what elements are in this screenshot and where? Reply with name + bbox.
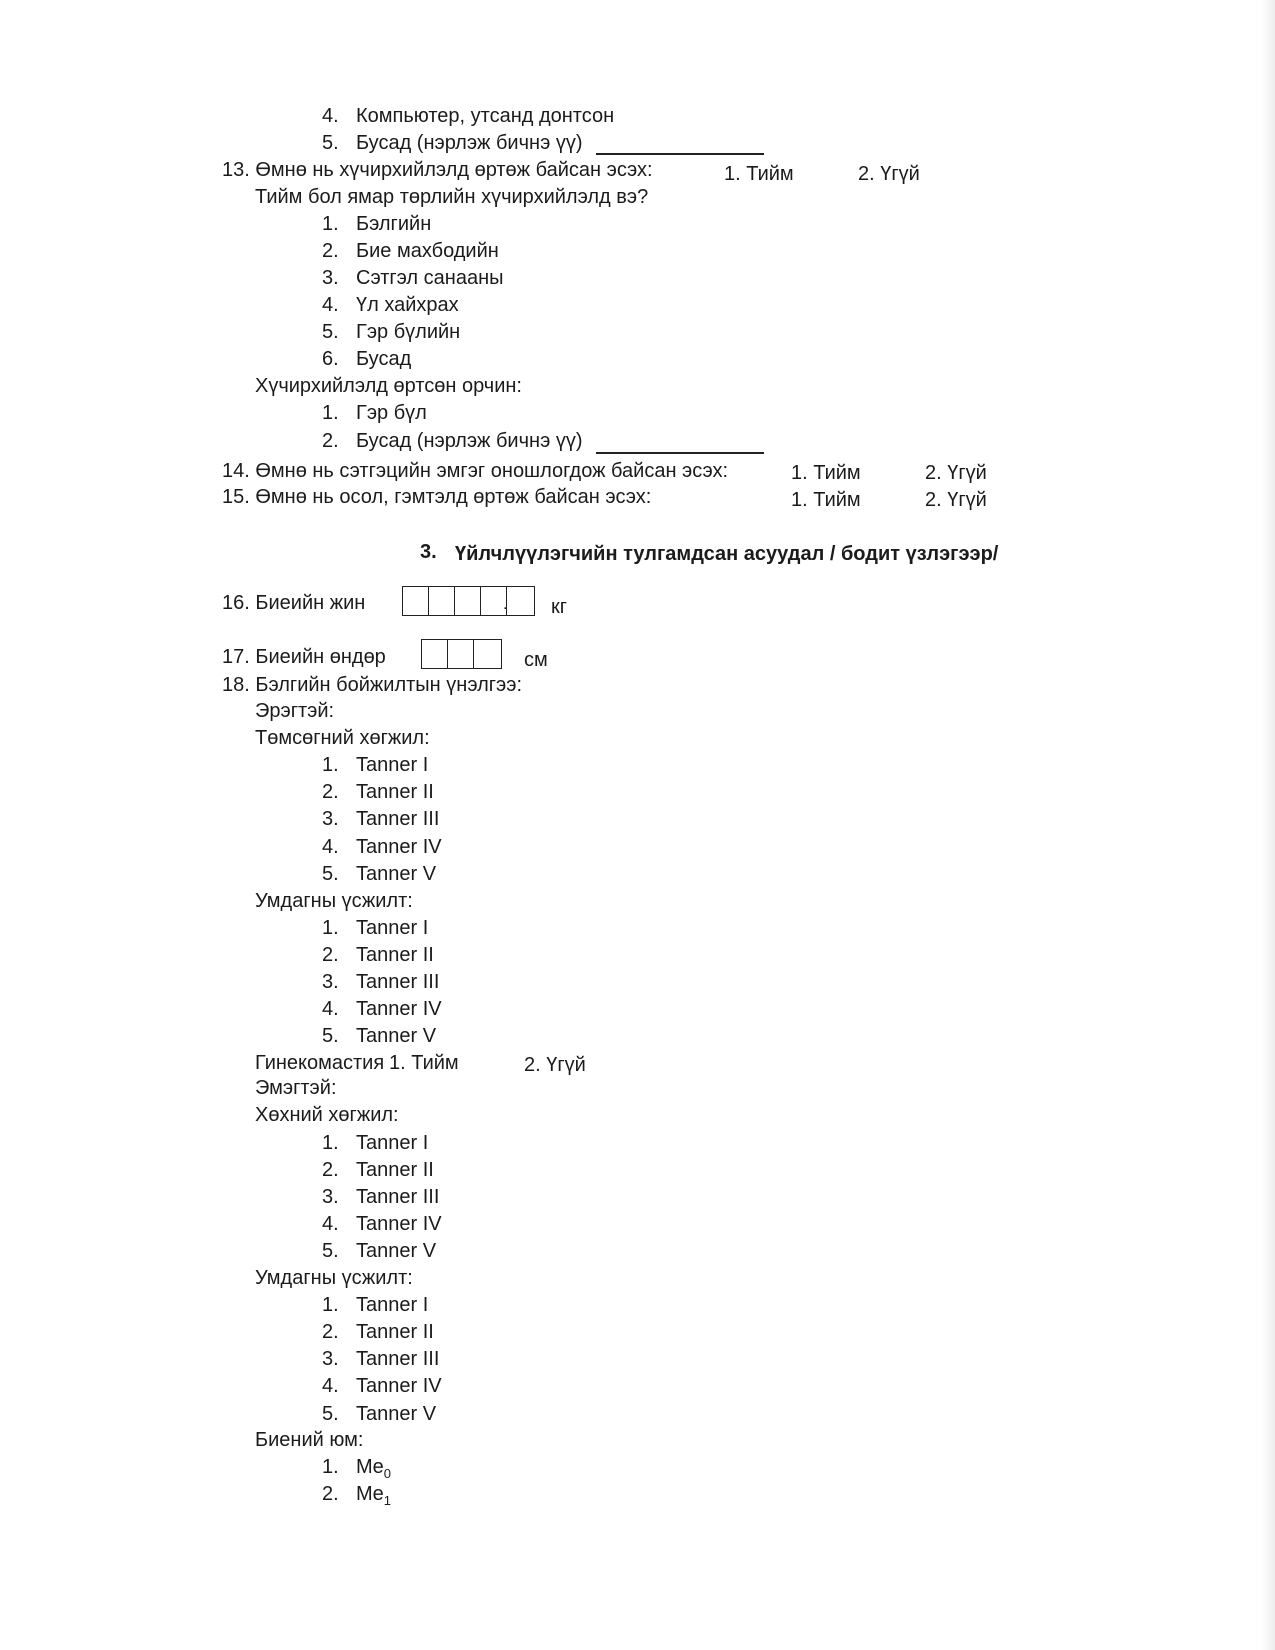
list-item[interactable]: Tanner IV	[356, 1213, 442, 1235]
list-number: 5.	[322, 1240, 339, 1262]
list-number: 1.	[322, 1456, 339, 1478]
weight-unit: кг	[551, 596, 568, 618]
gynecomastia-label: Гинекомастия	[255, 1052, 385, 1074]
list-item[interactable]: Tanner I	[356, 1132, 429, 1154]
section-title: Үйлчлүүлэгчийн тулгамдсан асуудал / бодит үзлэгээр/	[455, 543, 999, 565]
list-item[interactable]: Tanner I	[356, 754, 429, 776]
section-number: 3.	[420, 541, 437, 563]
list-item[interactable]: Tanner IV	[356, 998, 442, 1020]
menses-subscript: 1	[383, 1493, 392, 1508]
list-number: 1.	[322, 754, 339, 776]
list-item[interactable]: Tanner III	[356, 1186, 440, 1208]
digit-cell[interactable]	[448, 640, 474, 668]
list-number: 5.	[322, 1025, 339, 1047]
question-13: 13. Өмнө нь хүчирхийлэлд өртөж байсан эсэх:	[222, 159, 653, 181]
list-item[interactable]: Tanner I	[356, 1294, 429, 1316]
list-number: 3.	[322, 1348, 339, 1370]
list-number: 3.	[322, 808, 339, 830]
list-number: 5.	[322, 321, 339, 343]
q14-yes-option[interactable]: 1. Тийм	[791, 462, 861, 484]
weight-input-boxes[interactable]	[402, 586, 535, 616]
list-number: 4.	[322, 1375, 339, 1397]
digit-cell[interactable]	[422, 640, 448, 668]
male-pubic-label: Умдагны үсжилт:	[255, 890, 413, 912]
q13-yes-option[interactable]: 1. Тийм	[724, 163, 794, 185]
list-number: 4.	[322, 105, 339, 127]
question-18: 18. Бэлгийн бойжилтын үнэлгээ:	[222, 674, 523, 696]
female-label: Эмэгтэй:	[255, 1077, 337, 1099]
gynecomastia-no-option[interactable]: 2. Үгүй	[524, 1054, 586, 1076]
list-item[interactable]: Tanner I	[356, 917, 429, 939]
list-item[interactable]: Tanner II	[356, 1159, 434, 1181]
menses-base: Me	[356, 1456, 384, 1478]
list-item[interactable]: Tanner III	[356, 1348, 440, 1370]
height-unit: см	[524, 649, 548, 671]
q13-env-label: Хүчирхийлэлд өртсөн орчин:	[255, 375, 522, 397]
male-label: Эрэгтэй:	[255, 700, 335, 722]
list-item[interactable]	[356, 1482, 391, 1513]
fill-in-line[interactable]	[596, 452, 764, 454]
decimal-point: .	[503, 596, 508, 613]
list-number: 2.	[322, 1321, 339, 1343]
list-item[interactable]: Tanner V	[356, 1025, 437, 1047]
gynecomastia-yes-option[interactable]: 1. Тийм	[389, 1052, 459, 1074]
list-item[interactable]: Tanner IV	[356, 1375, 442, 1397]
list-item[interactable]: Tanner II	[356, 781, 434, 803]
list-item[interactable]: Бэлгийн	[356, 213, 432, 235]
list-item[interactable]: Tanner II	[356, 944, 434, 966]
list-number: 1.	[322, 213, 339, 235]
list-item[interactable]: Tanner V	[356, 1403, 437, 1425]
menses-subscript: 0	[383, 1466, 392, 1481]
list-number: 5.	[322, 132, 339, 154]
fill-in-line[interactable]	[596, 153, 764, 155]
testis-label: Төмсөгний хөгжил:	[255, 727, 430, 749]
list-number: 2.	[322, 1159, 339, 1181]
list-item[interactable]: Гэр бүл	[356, 402, 427, 424]
question-16: 16. Биеийн жин	[222, 592, 366, 614]
q15-yes-option[interactable]: 1. Тийм	[791, 489, 861, 511]
digit-cell[interactable]	[474, 640, 500, 668]
list-number: 3.	[322, 267, 339, 289]
page-edge	[1261, 0, 1275, 1650]
list-number: 4.	[322, 294, 339, 316]
list-item[interactable]: Гэр бүлийн	[356, 321, 461, 343]
list-number: 4.	[322, 836, 339, 858]
list-number: 6.	[322, 348, 339, 370]
height-input-boxes[interactable]	[421, 639, 502, 669]
q14-no-option[interactable]: 2. Үгүй	[925, 462, 987, 484]
digit-cell[interactable]	[455, 587, 481, 615]
digit-cell[interactable]	[403, 587, 429, 615]
list-item[interactable]: Бие махбодийн	[356, 240, 499, 262]
list-item[interactable]: Сэтгэл санааны	[356, 267, 504, 289]
list-number: 5.	[322, 863, 339, 885]
list-number: 4.	[322, 1213, 339, 1235]
list-number: 1.	[322, 1294, 339, 1316]
list-number: 1.	[322, 917, 339, 939]
breast-label: Хөхний хөгжил:	[255, 1104, 399, 1126]
q13-no-option[interactable]: 2. Үгүй	[858, 163, 920, 185]
list-item[interactable]: Tanner III	[356, 971, 440, 993]
question-15: 15. Өмнө нь осол, гэмтэлд өртөж байсан эсэх:	[222, 486, 652, 508]
list-item: Компьютер, утсанд донтсон	[356, 105, 615, 127]
list-number: 2.	[322, 240, 339, 262]
list-item[interactable]: Бусад (нэрлэж бичнэ үү)	[356, 430, 583, 452]
list-item[interactable]: Tanner II	[356, 1321, 434, 1343]
list-number: 3.	[322, 1186, 339, 1208]
list-number: 2.	[322, 1483, 339, 1505]
female-pubic-label: Умдагны үсжилт:	[255, 1267, 413, 1289]
list-item: Бусад (нэрлэж бичнэ үү)	[356, 132, 583, 154]
digit-cell[interactable]	[503, 587, 533, 615]
question-17: 17. Биеийн өндөр	[222, 646, 386, 668]
list-number: 3.	[322, 971, 339, 993]
list-item[interactable]: Tanner IV	[356, 836, 442, 858]
q15-no-option[interactable]: 2. Үгүй	[925, 489, 987, 511]
list-number: 1.	[322, 1132, 339, 1154]
list-number: 2.	[322, 944, 339, 966]
list-item[interactable]: Үл хайхрах	[356, 294, 459, 316]
question-14: 14. Өмнө нь сэтгэцийн эмгэг оношлогдож байсан эсэх:	[222, 460, 729, 482]
list-item[interactable]: Tanner III	[356, 808, 440, 830]
list-number: 5.	[322, 1403, 339, 1425]
list-item[interactable]: Бусад	[356, 348, 412, 370]
menses-base: Me	[356, 1483, 384, 1505]
digit-cell[interactable]	[429, 587, 455, 615]
list-number: 2.	[322, 430, 339, 452]
q13-subquestion: Тийм бол ямар төрлийн хүчирхийлэлд вэ?	[255, 186, 649, 208]
list-number: 4.	[322, 998, 339, 1020]
list-item[interactable]: Tanner V	[356, 1240, 437, 1262]
list-number: 2.	[322, 781, 339, 803]
list-item[interactable]: Tanner V	[356, 863, 437, 885]
list-number: 1.	[322, 402, 339, 424]
menses-label: Биений юм:	[255, 1429, 364, 1451]
